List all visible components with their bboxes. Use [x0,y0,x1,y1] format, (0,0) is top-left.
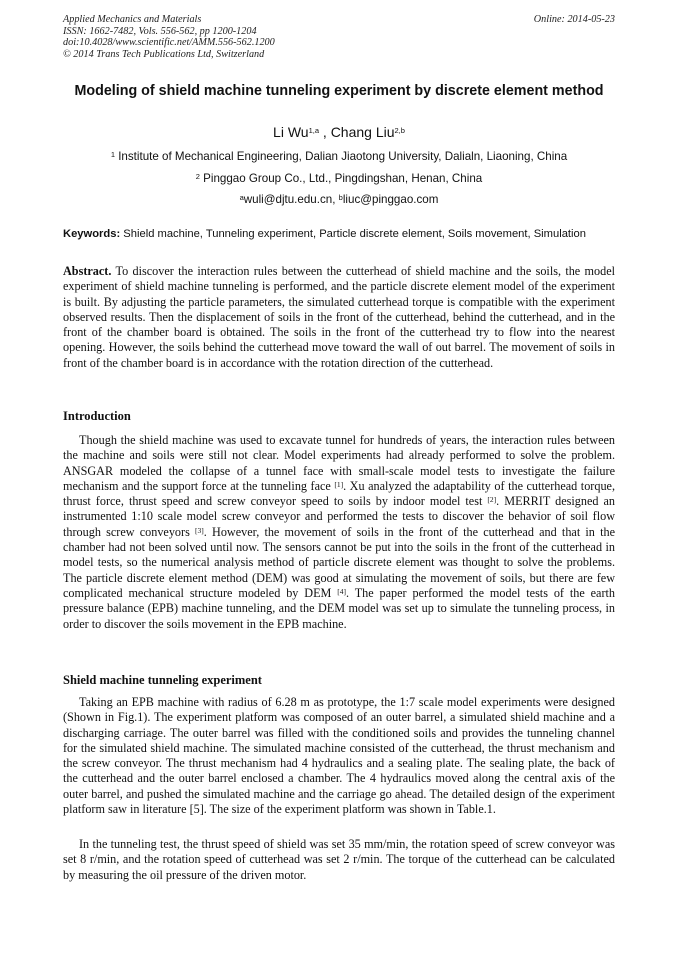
journal-copyright: © 2014 Trans Tech Publications Ltd, Switzerland [63,48,265,60]
author-affiliation-mark: 1,a [308,126,320,135]
section-heading-introduction: Introduction [63,409,131,423]
keywords-label: Keywords: [63,228,121,240]
keywords [63,227,615,241]
affiliation-1 [63,150,615,164]
affiliation-2 [63,172,615,186]
email-mark: a [239,193,244,202]
author-list [63,124,615,141]
paragraph-text: . The paper performed the model tests of the earth pressure balance (EPB) machine tunneling, and the DEM model was set up to simulate the tunneling process, in order to discover the soils movement in the EPB machine. [63,585,615,631]
shield-paragraph-2: In the tunneling test, the thrust speed of shield was set 35 mm/min, the rotation speed of screw conveyor was set 8 r/min, and the rotation speed of cutterhead was set 2 r/min. The torque of the cutterhead can be calculated by measuring the oil pressure of the driven motor. [63,837,615,882]
author-name: Chang Liu [330,124,395,140]
abstract-label: Abstract. [63,264,112,278]
paragraph-text: . Xu analyzed the adaptability of the cutterhead torque, thrust force, thrust speed and screw conveyor speed to soils by indoor model test [63,478,615,509]
affiliation-text: Pinggao Group Co., Ltd., Pingdingshan, Henan, China [199,172,483,185]
online-date: Online: 2014-05-23 [533,14,615,25]
author-separator: , [319,124,331,140]
section-heading-shield-experiment: Shield machine tunneling experiment [63,673,262,687]
email-link[interactable]: liuc@pinggao.com [342,193,439,206]
abstract [63,264,615,371]
author-name: Li Wu [273,124,309,140]
author-affiliation-mark: 2,b [394,126,405,135]
shield-paragraph-1: Taking an EPB machine with radius of 6.28 m as prototype, the 1:7 scale model experiments were designed (Shown in Fig.1). The experiment platform was composed of an outer barrel, a simulated shield machine and a discharging carriage. The outer barrel was filled with the conditioned soils and provides the tunneling channel for the simulated shield machine. The simulated machine consisted of the cutterhead, the thrust mechanism and the screw conveyor. The thrust mechanism had 4 hydraulics and a sealing plate. The sealing plate, the back of the cutterhead and the outer barrel enclosed a chamber. The 4 hydraulics moved along the central axis of the outer barrel, and pushed the simulated machine and the carriage go ahead. The detailed design of the experiment platform saw in literature [5]. The size of the experiment platform was shown in Table.1. [63,695,615,817]
email-mark: b [338,193,343,202]
journal-name: Applied Mechanics and Materials [63,14,202,25]
affiliation-mark: 2 [195,172,200,181]
email-link[interactable]: wuli@djtu.edu.cn, [243,193,339,206]
author-emails [63,193,615,207]
journal-meta [63,14,275,60]
paper-title: Modeling of shield machine tunneling experiment by discrete element method [74,83,604,99]
journal-doi: doi:10.4028/www.scientific.net/AMM.556-562.1200 [63,37,275,49]
citation-ref[interactable]: [3] [195,525,204,535]
introduction-paragraph [63,433,615,632]
journal-issn: ISSN: 1662-7482, Vols. 556-562, pp 1200-1204 [63,25,257,37]
paragraph-text: . However, the movement of soils in the front of the cutterhead and that in the chamber had not been solved until now. The sensors cannot be put into the soils in the front of the cutterhead in model tests, so the numerical analysis method of particle discrete element was thought to solve the problems. The particle discrete element method (DEM) was good at simulating the movement of soils, but there are few complicated mechanical structure modeled by DEM [63,524,615,600]
abstract-text: To discover the interaction rules between the cutterhead of shield machine and the soils, the model experiment of shield machine tunneling is performed, and the particle discrete element model of the experiment is built. By adjusting the particle parameters, the simulated cutterhead torque is compatible with the experiment observed results. Then the displacement of soils in the front of the cutterhead, behind the cutterhead, and in the front of the chamber board is obtained. The soils in the front of the cutterhead try to flow into the nearest opening. However, the soils behind the cutterhead move toward the wall of out barrel. The movement of soils in front of the chamber board is in accordance with the rotation direction of the cutterhead. [63,264,615,370]
citation-ref[interactable]: [2] [487,495,497,505]
citation-ref[interactable]: [4] [337,586,346,596]
keywords-text: Shield machine, Tunneling experiment, Particle discrete element, Soils movement, Simulation [120,228,586,240]
paragraph-text: Though the shield machine was used to excavate tunnel for hundreds of years, the interaction rules between the machine and soils were still not clear. Model experiments had already performed to solve the problem. ANSGAR modeled the collapse of a tunnel face with small-scale model tests to investigate the failure mechanism and the support force at the tunneling face [63,433,615,493]
paragraph-text: . MERRIT designed an instrumented 1:10 scale model screw conveyor and performed the tests to discover the behavior of soil flow through screw conveyors [63,494,616,539]
citation-ref[interactable]: [1] [334,479,344,489]
affiliation-mark: 1 [110,150,115,159]
affiliation-text: Institute of Mechanical Engineering, Dalian Jiaotong University, Dalialn, Liaoning, China [114,150,568,163]
